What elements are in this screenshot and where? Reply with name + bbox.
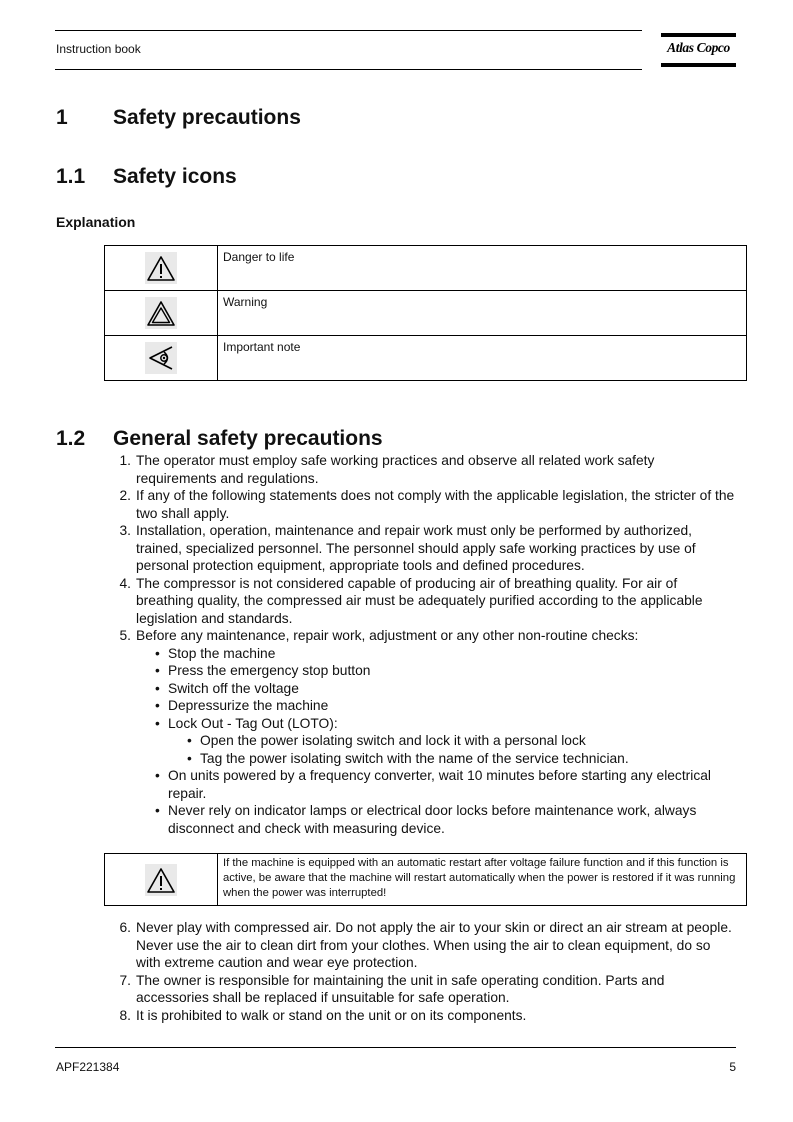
precautions-list-continued <box>119 919 736 1024</box>
section-title: Safety icons <box>113 165 237 188</box>
danger-to-life-icon <box>145 252 177 284</box>
list-item <box>119 919 736 972</box>
precautions-list <box>119 452 736 837</box>
table-row <box>105 336 747 381</box>
page-number: 5 <box>729 1060 736 1074</box>
explanation-subheading: Explanation <box>56 214 136 230</box>
footer-rule <box>55 1047 736 1048</box>
restart-warning-table <box>104 853 747 906</box>
item-number: 8. <box>119 1007 131 1023</box>
list-item <box>119 487 736 522</box>
section-1-heading <box>56 106 301 130</box>
bullet-item-loto <box>168 715 736 768</box>
list-item <box>119 1007 736 1025</box>
header-top-rule <box>55 30 642 31</box>
icon-description: Important note <box>218 336 747 381</box>
list-item <box>119 627 736 837</box>
section-title: General safety precautions <box>113 427 383 450</box>
item-text: Before any maintenance, repair work, adjustment or any other non-routine checks: <box>136 628 639 643</box>
bullet-item: • Switch off the voltage <box>168 680 736 698</box>
bullet-item: • Press the emergency stop button <box>168 662 736 680</box>
danger-to-life-icon <box>145 864 177 896</box>
icon-description: Warning <box>218 291 747 336</box>
item-text: Installation, operation, maintenance and repair work must only be performed by authorized, trained, specialized personnel. The personnel should apply safe working practices by use of personal protection equipment, appropriate tools and defined procedures. <box>136 523 696 573</box>
item-number: 3. <box>119 523 131 538</box>
list-item <box>119 452 736 487</box>
logo-bottom-bar <box>661 63 736 67</box>
safety-icons-table <box>104 245 747 381</box>
document-title: Instruction book <box>56 42 141 56</box>
item-number: 5. <box>119 628 131 643</box>
section-number: 1.2 <box>56 427 86 450</box>
document-number: APF221384 <box>56 1060 120 1074</box>
item-number: 6. <box>119 920 131 935</box>
icon-cell <box>105 336 218 381</box>
icon-description: Danger to life <box>218 246 747 291</box>
item-number: 7. <box>119 972 131 988</box>
important-note-icon <box>145 342 177 374</box>
section-1-2-heading <box>56 427 383 451</box>
icon-cell <box>105 246 218 291</box>
item-text: It is prohibited to walk or stand on the unit or on its components. <box>136 1007 527 1023</box>
section-title: Safety precautions <box>113 106 301 129</box>
bullet-item: • Depressurize the machine <box>168 697 736 715</box>
section-number: 1 <box>56 106 68 129</box>
bullet-item: • On units powered by a frequency converter, wait 10 minutes before starting any electrical repair. <box>168 767 736 802</box>
restart-warning-text: If the machine is equipped with an automatic restart after voltage failure function and if this function is active, be aware that the machine will restart automatically when the power is restored if it was running when the power was interrupted! <box>218 854 747 906</box>
item-text: If any of the following statements does not comply with the applicable legislation, the stricter of the two shall apply. <box>136 488 735 521</box>
warning-icon <box>145 297 177 329</box>
loto-steps-list <box>168 732 736 767</box>
item-text: The compressor is not considered capable of producing air of breathing quality. For air of breathing quality, the compressed air must be adequately purified according to the applicable legislation and standards. <box>136 575 703 626</box>
logo-top-bar <box>661 33 736 37</box>
item-number: 1. <box>119 453 131 468</box>
list-item <box>119 522 736 575</box>
atlas-copco-logo <box>661 33 736 69</box>
list-item <box>119 575 736 628</box>
sub-bullet-item: • Open the power isolating switch and lock it with a personal lock <box>200 732 736 750</box>
header-bottom-rule <box>55 69 642 70</box>
item-number: 4. <box>119 575 131 591</box>
item-text: The operator must employ safe working practices and observe all related work safety requirements and regulations. <box>136 453 655 486</box>
section-1-1-heading <box>56 165 237 189</box>
icon-cell <box>105 854 218 906</box>
list-item <box>119 972 736 1007</box>
icon-cell <box>105 291 218 336</box>
table-row <box>105 246 747 291</box>
maintenance-steps-list <box>136 645 736 838</box>
bullet-text: Lock Out - Tag Out (LOTO): <box>168 715 338 731</box>
logo-text: Atlas Copco <box>667 40 730 55</box>
sub-bullet-item: • Tag the power isolating switch with the name of the service technician. <box>200 750 736 768</box>
bullet-item: • Stop the machine <box>168 645 736 663</box>
table-row <box>105 854 747 906</box>
item-text: The owner is responsible for maintaining the unit in safe operating condition. Parts and accessories shall be replaced if unsuitable for safe operation. <box>136 972 665 1005</box>
item-number: 2. <box>119 488 131 503</box>
table-row <box>105 291 747 336</box>
item-text: Never play with compressed air. Do not apply the air to your skin or direct an air stream at people. Never use the air to clean dirt from your clothes. When using the air to clean equipment, do so with extreme caution and wear eye protection. <box>136 920 732 970</box>
section-number: 1.1 <box>56 165 86 188</box>
bullet-item: • Never rely on indicator lamps or electrical door locks before maintenance work, always disconnect and check with measuring device. <box>168 802 736 837</box>
